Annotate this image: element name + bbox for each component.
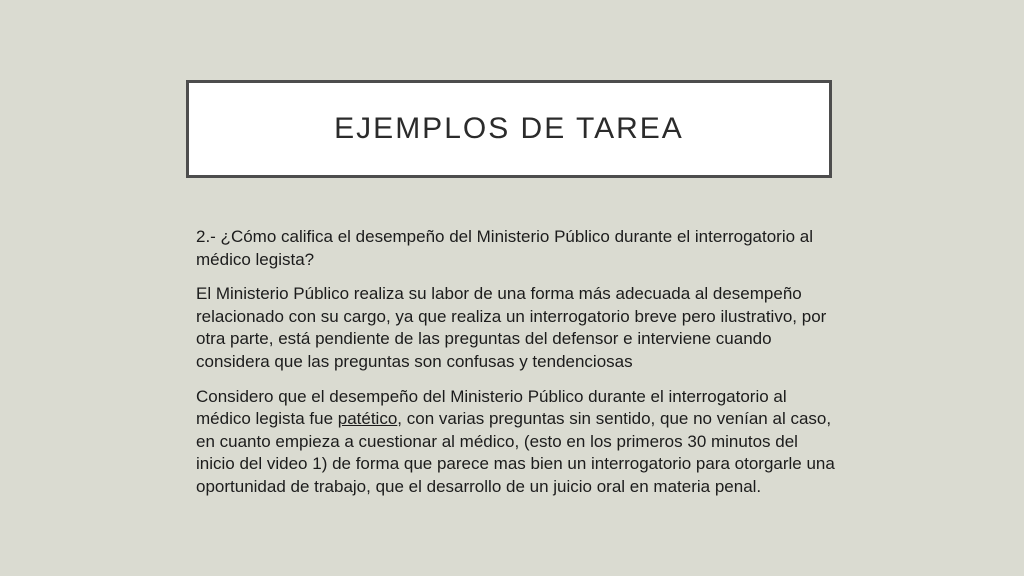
paragraph-2-before: Considero que el desempeño del Ministerio Público durante el interrogatorio al médico legista fue [196, 386, 787, 429]
question-text: 2.- ¿Cómo califica el desempeño del Ministerio Público durante el interrogatorio al médico legista? [196, 227, 814, 269]
emphasis-link[interactable]: patético [337, 409, 398, 429]
slide-body [196, 226, 836, 511]
slide-title: EJEMPLOS DE TAREA [334, 112, 684, 145]
answer-paragraph-1: El Ministerio Público realiza su labor de una forma más adecuada al desempeño relacionado con su cargo, ya que realiza un interrogatorio breve pero ilustrativo, por otra parte, está pendiente de las preguntas del defensor e interviene cuando considera que las preguntas son confusas y tendenciosas [196, 284, 827, 371]
title-box [186, 80, 832, 178]
answer-paragraph-2 [196, 386, 836, 499]
paragraph-2-after: , con varias preguntas sin sentido, que no venían al caso, en cuanto empieza a cuestionar al médico, (esto en los primeros 30 minutos del inicio del video 1) de forma que parece mas bien un interrogatorio para otorgarle una oportunidad de trabajo, que el desarrollo de un juicio oral en materia penal. [196, 409, 835, 496]
